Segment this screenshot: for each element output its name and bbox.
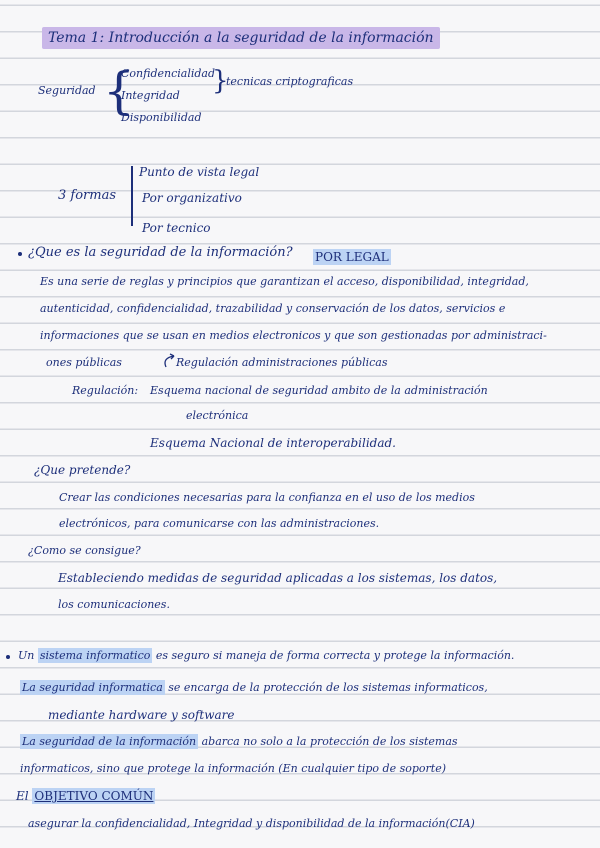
formas-item: Por tecnico bbox=[142, 221, 211, 235]
body-line: La seguridad de la información abarca no solo a la protección de los sistemas bbox=[22, 735, 458, 748]
arrow-note: Regulación administraciones públicas bbox=[176, 356, 388, 369]
seguridad-label: Seguridad bbox=[38, 84, 96, 97]
seguridad-item: Disponibilidad bbox=[121, 111, 202, 124]
regulacion-line: Esquema nacional de seguridad ambito de la administración bbox=[150, 384, 488, 397]
left-brace-icon: { bbox=[103, 62, 135, 120]
body-line: los comunicaciones. bbox=[58, 598, 170, 611]
body-line: mediante hardware y software bbox=[48, 708, 235, 722]
legal-tag: POR LEGAL bbox=[315, 250, 389, 264]
body-line: Crear las condiciones necesarias para la confianza en el uso de los medios bbox=[59, 491, 475, 504]
body-line: La seguridad informatica se encarga de la protección de los sistemas informaticos, bbox=[22, 681, 488, 694]
body-line: autenticidad, confidencialidad, trazabilidad y conservación de los datos, servicios e bbox=[40, 302, 506, 315]
body-line: asegurar la confidencialidad, Integridad y disponibilidad de la información(CIA) bbox=[28, 817, 475, 830]
body-line: electrónicos, para comunicarse con las administraciones. bbox=[59, 517, 380, 530]
regulacion-line: electrónica bbox=[186, 409, 249, 422]
seguridad-item: Confidencialidad bbox=[121, 67, 216, 80]
body-line: informaticos, sino que protege la información (En cualquier tipo de soporte) bbox=[20, 762, 446, 775]
question-heading: ¿Que es la seguridad de la información? bbox=[28, 245, 293, 260]
seguridad-note: tecnicas criptograficas bbox=[226, 75, 354, 88]
bullet-icon bbox=[18, 252, 22, 256]
body-line: Un sistema informatico es seguro si maneja de forma correcta y protege la información. bbox=[18, 649, 515, 662]
formas-bracket bbox=[131, 166, 133, 226]
question-heading: ¿Como se consigue? bbox=[28, 544, 141, 557]
formas-item: Por organizativo bbox=[142, 191, 242, 205]
regulacion-label: Regulación: bbox=[72, 384, 139, 397]
regulacion-line: Esquema Nacional de interoperabilidad. bbox=[150, 436, 396, 450]
formas-item: Punto de vista legal bbox=[139, 165, 260, 179]
formas-label: 3 formas bbox=[58, 188, 117, 203]
body-line: Estableciendo medidas de seguridad aplicadas a los sistemas, los datos, bbox=[58, 571, 498, 585]
objetivo-heading: El OBJETIVO COMÚN bbox=[16, 789, 154, 803]
body-line: Es una serie de reglas y principios que garantizan el acceso, disponibilidad, integridad, bbox=[40, 275, 529, 288]
bullet-icon bbox=[6, 655, 10, 659]
body-line: informaciones que se usan en medios electronicos y que son gestionadas por administraci- bbox=[40, 329, 547, 342]
page-title: Tema 1: Introducción a la seguridad de la información bbox=[42, 31, 440, 45]
question-heading: ¿Que pretende? bbox=[34, 463, 131, 477]
seguridad-item: Integridad bbox=[121, 89, 180, 102]
body-line: ones públicas bbox=[46, 356, 122, 369]
right-brace-icon: } bbox=[212, 66, 229, 96]
